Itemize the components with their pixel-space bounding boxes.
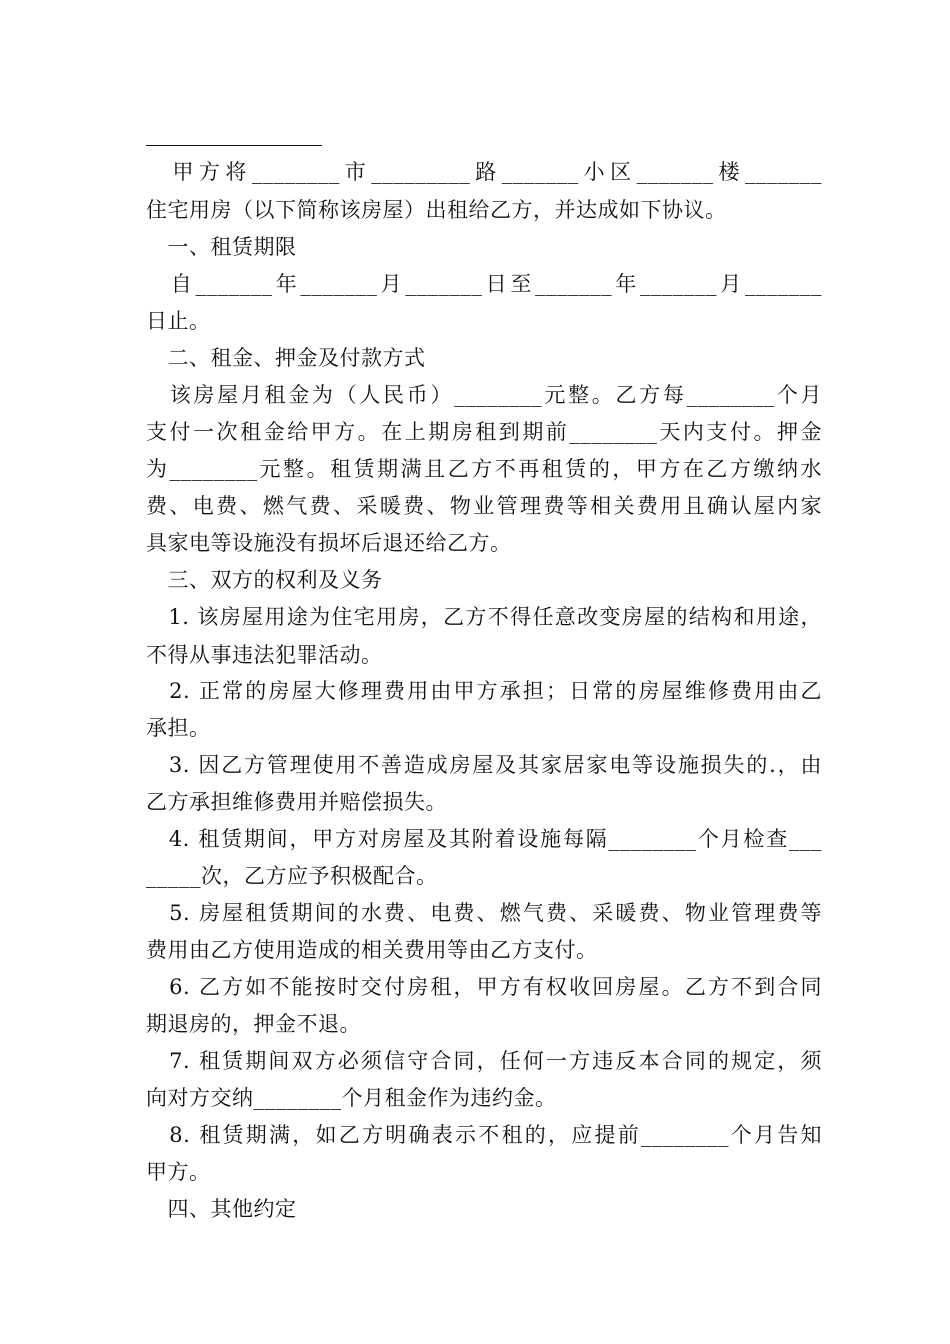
clause-4-line-2: _____次，乙方应予积极配合。 xyxy=(146,864,438,888)
paragraph-line-10: 费、电费、燃气费、采暖费、物业管理费等相关费用且确认屋内家 xyxy=(146,494,822,518)
top-blank-line xyxy=(146,145,322,146)
clause-6-line-1: 6. 乙方如不能按时交付房租，甲方有权收回房屋。乙方不到合同 xyxy=(146,975,822,999)
section-heading-3: 三、双方的权利及义务 xyxy=(146,568,383,592)
clause-8-line-1: 8. 租赁期满，如乙方明确表示不租的，应提前________个月告知 xyxy=(146,1123,822,1147)
paragraph-line-7: 该房屋月租金为（人民币）________元整。乙方每________个月 xyxy=(146,383,822,407)
clause-3-line-1: 3. 因乙方管理使用不善造成房屋及其家居家电等设施损失的.，由 xyxy=(146,753,822,777)
paragraph-line-5: 日止。 xyxy=(146,309,211,333)
section-heading-4: 四、其他约定 xyxy=(146,1197,297,1221)
clause-2-line-1: 2. 正常的房屋大修理费用由甲方承担；日常的房屋维修费用由乙 xyxy=(146,679,822,703)
clause-3-line-2: 乙方承担维修费用并赔偿损失。 xyxy=(146,790,447,814)
clause-8-line-2: 甲方。 xyxy=(146,1160,211,1184)
clause-1-line-1: 1. 该房屋用途为住宅用房，乙方不得任意改变房屋的结构和用途， xyxy=(146,605,822,629)
clause-1-line-2: 不得从事违法犯罪活动。 xyxy=(146,643,383,667)
clause-5-line-2: 费用由乙方使用造成的相关费用等由乙方支付。 xyxy=(146,938,598,962)
paragraph-line-2: 住宅用房（以下简称该房屋）出租给乙方，并达成如下协议。 xyxy=(146,198,727,222)
clause-5-line-1: 5. 房屋租赁期间的水费、电费、燃气费、采暖费、物业管理费等 xyxy=(146,901,822,925)
paragraph-line-8: 支付一次租金给甲方。在上期房租到期前________天内支付。押金 xyxy=(146,420,822,444)
clause-6-line-2: 期退房的，押金不退。 xyxy=(146,1012,361,1036)
section-heading-2: 二、租金、押金及付款方式 xyxy=(146,346,426,370)
clause-2-line-2: 承担。 xyxy=(146,716,211,740)
section-heading-1: 一、租赁期限 xyxy=(146,235,297,259)
clause-7-line-2: 向对方交纳________个月租金作为违约金。 xyxy=(146,1086,557,1110)
clause-4-line-1: 4. 租赁期间，甲方对房屋及其附着设施每隔________个月检查___ xyxy=(146,827,822,851)
paragraph-line-4: 自_______年_______月_______日至_______年_______月_______ xyxy=(146,272,822,296)
paragraph-line-1: 甲方将________市_________路_______小区_______楼_______ xyxy=(146,160,822,184)
paragraph-line-9: 为________元整。租赁期满且乙方不再租赁的，甲方在乙方缴纳水 xyxy=(146,457,822,481)
paragraph-line-11: 具家电等设施没有损坏后退还给乙方。 xyxy=(146,531,512,555)
clause-7-line-1: 7. 租赁期间双方必须信守合同，任何一方违反本合同的规定，须 xyxy=(146,1049,822,1073)
